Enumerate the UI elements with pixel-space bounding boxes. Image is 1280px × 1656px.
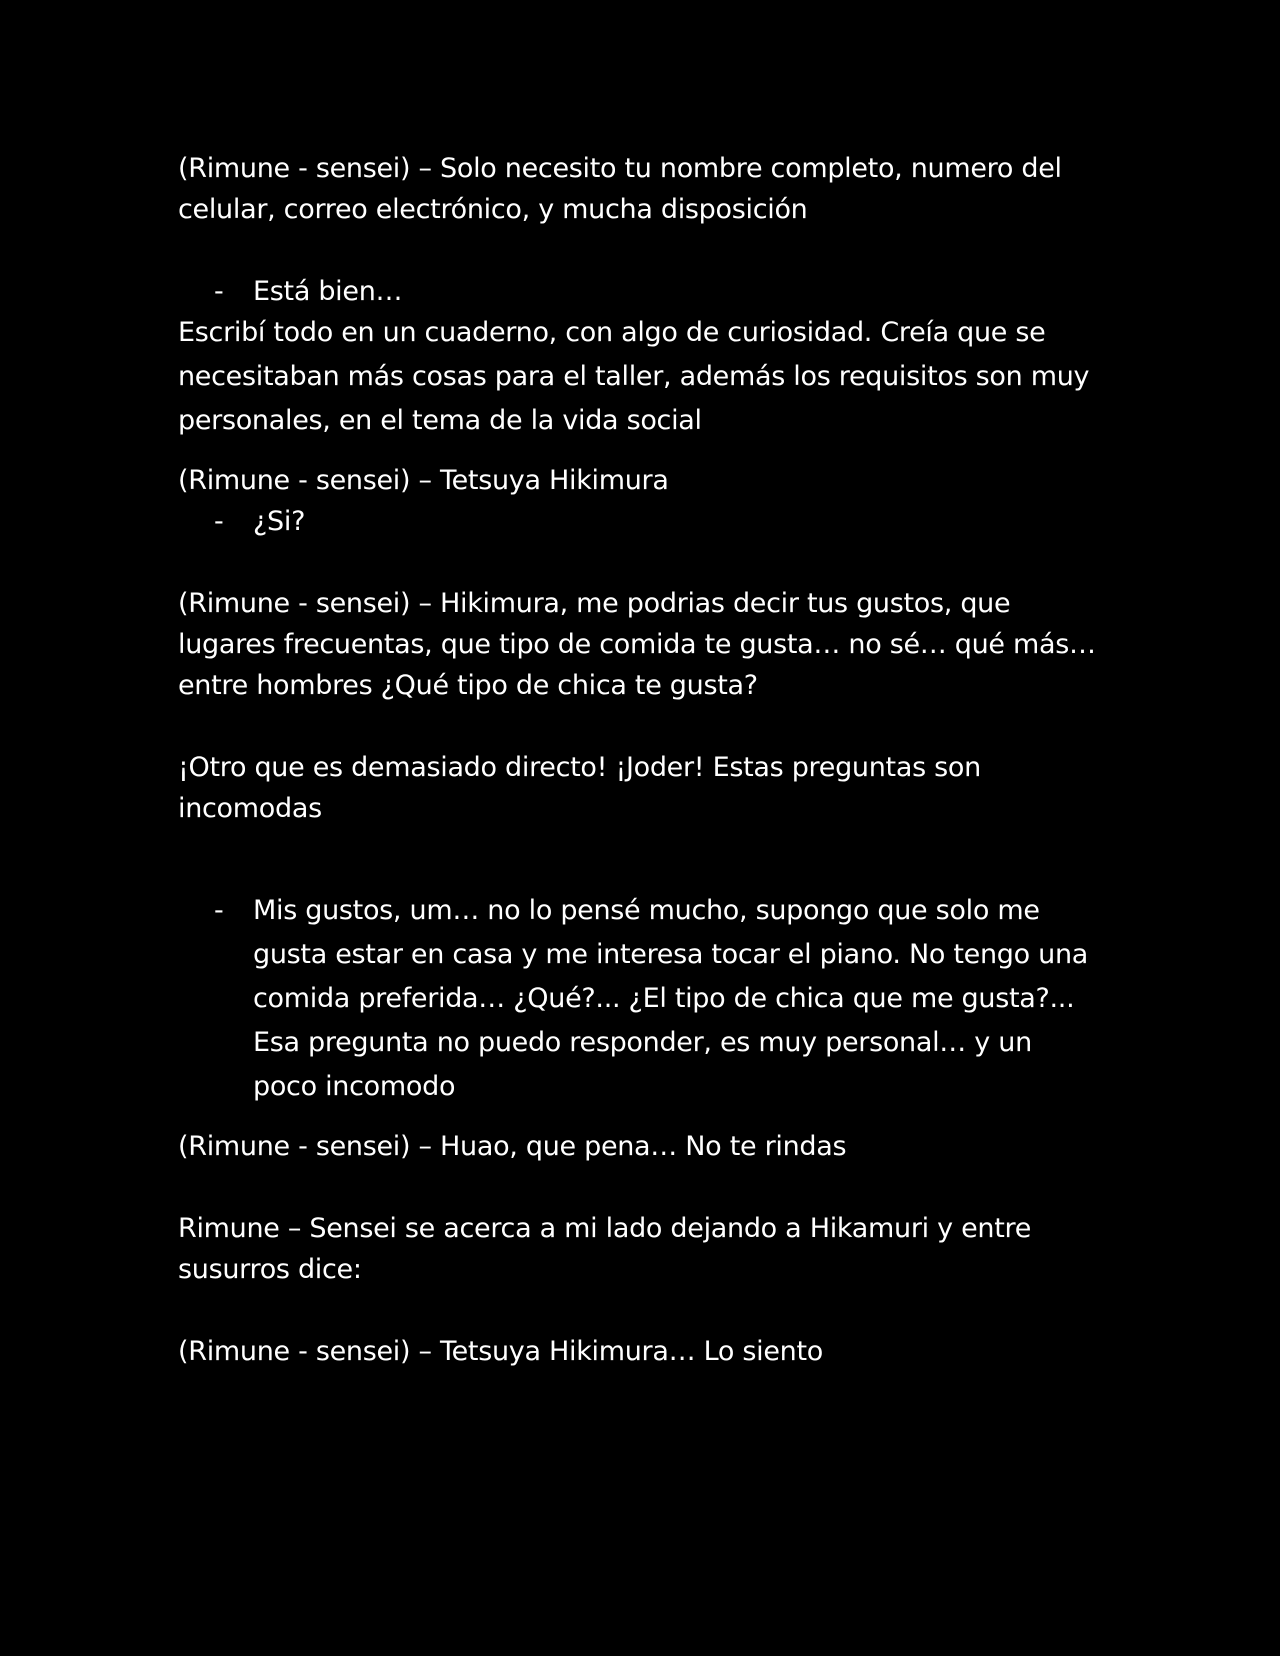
text-line: (Rimune - sensei) – Tetsuya Hikimura… Lo siento (178, 1336, 823, 1367)
bullet-text: poco incomodo (253, 1071, 456, 1102)
text-line: lugares frecuentas, que tipo de comida te gusta… no sé… qué más… (178, 629, 1096, 660)
text-line: celular, correo electrónico, y mucha disposición (178, 194, 808, 225)
bullet-text: comida preferida… ¿Qué?... ¿El tipo de chica que me gusta?... (253, 983, 1075, 1014)
text-line: incomodas (178, 793, 322, 824)
bullet-text: Mis gustos, um… no lo pensé mucho, supongo que solo me (253, 895, 1040, 926)
text-line: ¡Otro que es demasiado directo! ¡Joder! Estas preguntas son (178, 752, 981, 783)
bullet-dash: - (214, 506, 224, 537)
text-line: Escribí todo en un cuaderno, con algo de curiosidad. Creía que se (178, 317, 1046, 348)
bullet-text: gusta estar en casa y me interesa tocar el piano. No tengo una (253, 939, 1088, 970)
text-line: (Rimune - sensei) – Hikimura, me podrias decir tus gustos, que (178, 588, 1011, 619)
bullet-dash: - (214, 895, 224, 926)
text-line: Rimune – Sensei se acerca a mi lado dejando a Hikamuri y entre (178, 1213, 1032, 1244)
text-line: (Rimune - sensei) – Solo necesito tu nombre completo, numero del (178, 153, 1062, 184)
text-line: (Rimune - sensei) – Tetsuya Hikimura (178, 465, 669, 496)
bullet-dash: - (214, 276, 224, 307)
text-line: personales, en el tema de la vida social (178, 405, 702, 436)
text-line: susurros dice: (178, 1254, 362, 1285)
bullet-text: Está bien… (253, 276, 403, 307)
text-line: (Rimune - sensei) – Huao, que pena… No te rindas (178, 1131, 847, 1162)
bullet-text: Esa pregunta no puedo responder, es muy personal… y un (253, 1027, 1032, 1058)
text-line: entre hombres ¿Qué tipo de chica te gusta? (178, 670, 758, 701)
text-line: necesitaban más cosas para el taller, además los requisitos son muy (178, 361, 1090, 392)
bullet-text: ¿Si? (253, 506, 306, 537)
